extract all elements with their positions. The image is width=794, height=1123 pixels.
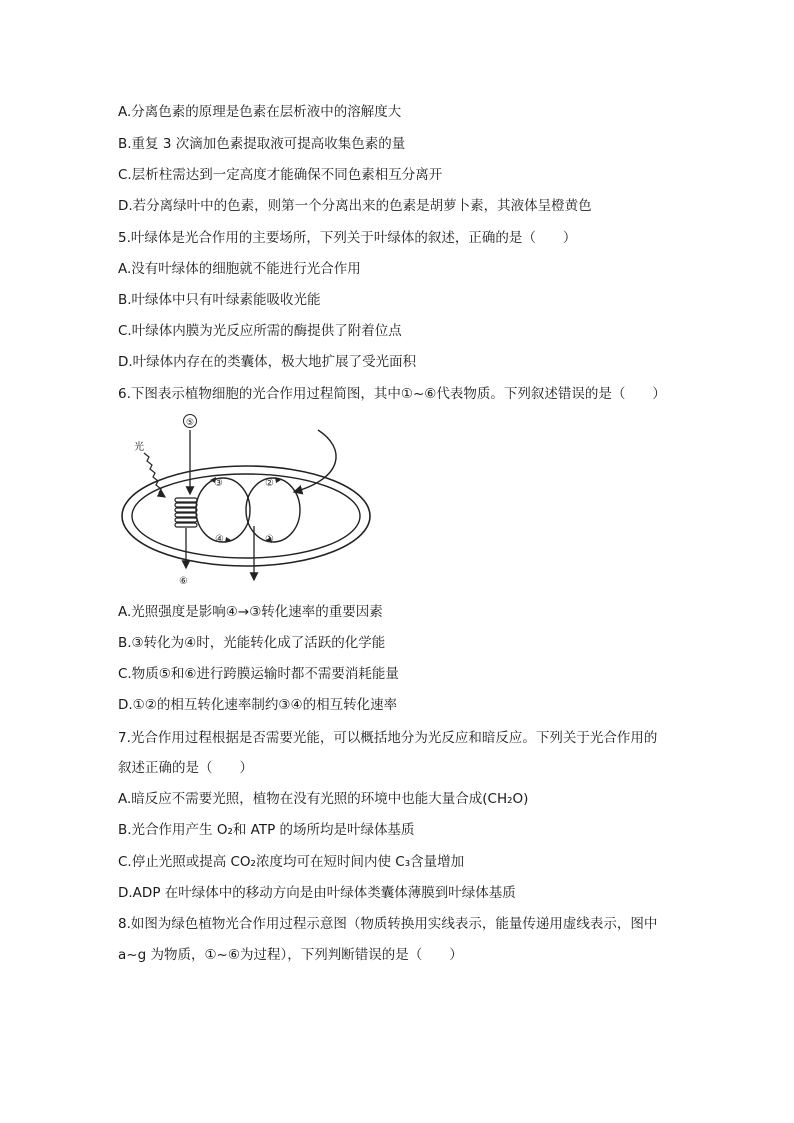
q4-option-d: D.若分离绿叶中的色素，则第一个分离出来的色素是胡萝卜素，其液体呈橙黄色 bbox=[118, 198, 592, 214]
label-5: ⑤ bbox=[186, 418, 195, 428]
label-2: ② bbox=[265, 478, 274, 489]
q7-stem-line2: 叙述正确的是（ ） bbox=[118, 760, 253, 776]
q5-option-c: C.叶绿体内膜为光反应所需的酶提供了附着位点 bbox=[118, 323, 402, 339]
q4-option-b: B.重复 3 次滴加色素提取液可提高收集色素的量 bbox=[118, 136, 406, 152]
q5-stem: 5.叶绿体是光合作用的主要场所，下列关于叶绿体的叙述，正确的是（ ） bbox=[118, 230, 577, 246]
q7-option-d: D.ADP 在叶绿体中的移动方向是由叶绿体类囊体薄膜到叶绿体基质 bbox=[118, 885, 516, 901]
q8-stem-line2: a~g 为物质，①~⑥为过程），下列判断错误的是（ ） bbox=[118, 947, 463, 963]
q4-option-a: A.分离色素的原理是色素在层析液中的溶解度大 bbox=[118, 104, 402, 120]
q4-option-c: C.层析柱需达到一定高度才能确保不同色素相互分离开 bbox=[118, 167, 443, 183]
q5-option-a: A.没有叶绿体的细胞就不能进行光合作用 bbox=[118, 261, 361, 277]
q7-option-a: A.暗反应不需要光照，植物在没有光照的环境中也能大量合成(CH₂O) bbox=[118, 791, 529, 807]
q5-option-b: B.叶绿体中只有叶绿素能吸收光能 bbox=[118, 292, 321, 308]
q6-option-c: C.物质⑤和⑥进行跨膜运输时都不需要消耗能量 bbox=[118, 666, 399, 682]
label-3: ③ bbox=[214, 478, 223, 489]
light-label: 光 bbox=[134, 442, 144, 453]
q8-stem-line1: 8.如图为绿色植物光合作用过程示意图（物质转换用实线表示，能量传递用虚线表示，图中 bbox=[118, 916, 658, 932]
q6-stem: 6.下图表示植物细胞的光合作用过程简图，其中①~⑥代表物质。下列叙述错误的是（ ） bbox=[118, 386, 666, 402]
label-4: ④ bbox=[215, 534, 224, 545]
q7-stem-line1: 7.光合作用过程根据是否需要光能，可以概括地分为光反应和暗反应。下列关于光合作用的 bbox=[118, 730, 658, 746]
label-1: ① bbox=[265, 534, 274, 545]
chloroplast-diagram bbox=[118, 408, 378, 590]
left-cycle bbox=[196, 478, 250, 542]
q6-option-a: A.光照强度是影响④→③转化速率的重要因素 bbox=[118, 604, 383, 620]
q7-option-b: B.光合作用产生 O₂和 ATP 的场所均是叶绿体基质 bbox=[118, 822, 415, 838]
label-6: ⑥ bbox=[179, 576, 188, 587]
q5-option-d: D.叶绿体内存在的类囊体，极大地扩展了受光面积 bbox=[118, 354, 417, 370]
q7-option-c: C.停止光照或提高 CO₂浓度均可在短时间内使 C₃含量增加 bbox=[118, 854, 465, 870]
q6-option-b: B.③转化为④时，光能转化成了活跃的化学能 bbox=[118, 635, 386, 651]
thylakoid-stack bbox=[175, 498, 197, 527]
q6-option-d: D.①②的相互转化速率制约③④的相互转化速率 bbox=[118, 697, 398, 713]
